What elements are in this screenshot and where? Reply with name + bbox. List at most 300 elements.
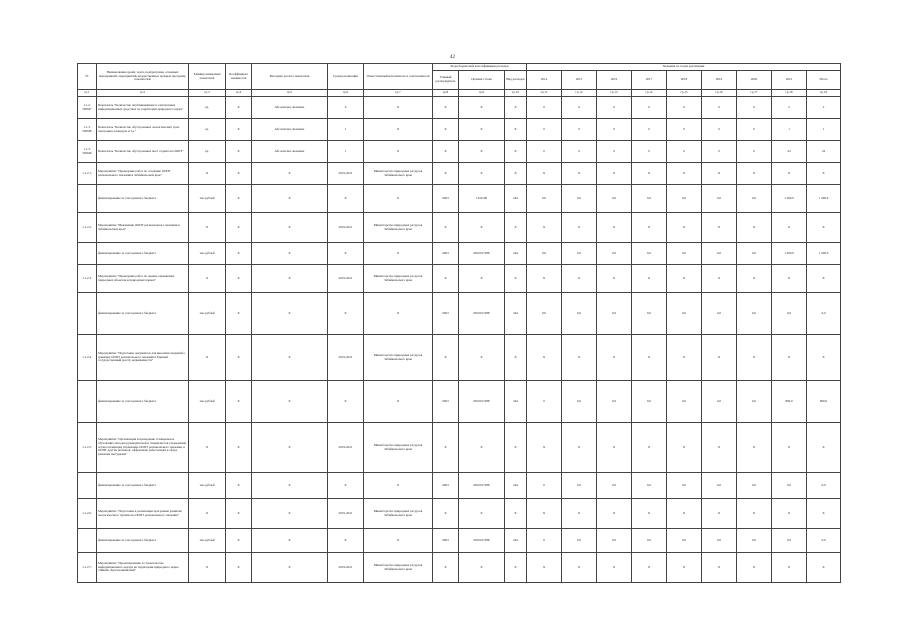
table-cell: X <box>252 529 328 553</box>
table-cell: X <box>364 381 433 423</box>
table-cell: X <box>527 423 562 473</box>
column-number: гр.16 <box>702 90 737 97</box>
row-description: Мероприятие "Подготовка к реализации программы развития экологического туризма на ООПТ регионального значения" <box>97 499 189 529</box>
table-cell: X <box>433 499 459 529</box>
table-cell: 6 <box>328 97 364 119</box>
row-description: Мероприятие "Межевание ООПТ регионального значения в Забайкальском крае" <box>97 213 189 243</box>
row-description: финансирование за счет краевого бюджета <box>97 243 189 265</box>
table-cell: 0 <box>737 97 772 119</box>
table-row <box>78 553 841 583</box>
table-cell: 0,0 <box>667 293 702 335</box>
column-number: гр.11 <box>527 90 562 97</box>
table-cell: X <box>226 499 252 529</box>
table-cell: X <box>226 473 252 499</box>
header-year-col: 2019 <box>702 71 737 90</box>
table-cell: X <box>807 423 841 473</box>
table-cell: 0,0 <box>632 473 667 499</box>
table-row <box>78 163 841 185</box>
table-cell: X <box>632 423 667 473</box>
table-cell: X <box>505 163 527 185</box>
table-cell: X <box>527 335 562 381</box>
table-cell: X <box>737 423 772 473</box>
table-cell: X <box>459 213 505 243</box>
table-cell: Абсолютное значение <box>252 119 328 141</box>
table-cell: X <box>505 213 527 243</box>
table-cell: 0,0 <box>632 185 667 213</box>
table-cell: тыс.рублей <box>189 381 226 423</box>
table-cell: тыс.рублей <box>189 185 226 213</box>
table-cell: X <box>252 243 328 265</box>
table-cell: 2019-2021 <box>328 335 364 381</box>
row-description: Показатель "Количество опубликованных в электронных информационных средствах по территории природного парка" <box>97 97 189 119</box>
column-number: гр.8 <box>433 90 459 97</box>
table-cell: X <box>189 553 226 583</box>
table-cell: 0 <box>632 97 667 119</box>
table-cell: 0,0 <box>702 529 737 553</box>
table-cell: X <box>433 335 459 381</box>
table-cell: 244 <box>505 529 527 553</box>
column-number: гр.1 <box>78 90 97 97</box>
table-cell: X <box>505 335 527 381</box>
table-cell: X <box>189 163 226 185</box>
table-cell: 0,0 <box>597 185 632 213</box>
table-cell: 0,0 <box>667 185 702 213</box>
table-cell: X <box>433 163 459 185</box>
table-cell: 2019-2021 <box>328 423 364 473</box>
page-number: 42 <box>450 55 455 60</box>
table-cell: 0,0 <box>667 473 702 499</box>
table-cell: Министерство природных ресурсов Забайкальского края <box>364 265 433 293</box>
table-cell: 0 <box>632 141 667 163</box>
table-cell: 0603 <box>433 381 459 423</box>
table-cell: X <box>226 335 252 381</box>
column-number: гр.10 <box>505 90 527 97</box>
table-cell: 2019-2021 <box>328 499 364 529</box>
table-cell: X <box>772 335 807 381</box>
table-cell: X <box>459 163 505 185</box>
table-cell: 0 <box>527 381 562 423</box>
table-cell: X <box>252 185 328 213</box>
row-description: Показатель "Количество обустроенных мест отдыха на ООПТ" <box>97 141 189 163</box>
table-cell <box>78 243 97 265</box>
column-number: гр.15 <box>667 90 702 97</box>
table-cell: X <box>562 213 597 243</box>
column-number: гр.7 <box>364 90 433 97</box>
table-cell: 1.1.2.2. <box>78 213 97 243</box>
row-description: Показатель "Количество обустроенных экологических троп, смотровых площадок и т.д." <box>97 119 189 141</box>
table-cell: 0 <box>527 119 562 141</box>
table-cell: X <box>433 141 459 163</box>
table-cell: 1 <box>328 119 364 141</box>
table-cell: 0810107288 <box>459 243 505 265</box>
header-method: Методика расчета показателя <box>252 64 328 90</box>
header-no: № <box>78 64 97 90</box>
table-cell: 0603 <box>433 529 459 553</box>
column-number: гр.2 <box>97 90 189 97</box>
table-cell: X <box>527 499 562 529</box>
table-cell: 0,0 <box>632 243 667 265</box>
table-cell: X <box>226 293 252 335</box>
table-cell: 0,0 <box>527 293 562 335</box>
table-cell: 0810107288 <box>459 473 505 499</box>
table-cell: 0 <box>527 473 562 499</box>
table-cell: 244 <box>505 473 527 499</box>
table-cell: 0 <box>667 119 702 141</box>
table-cell: X <box>702 163 737 185</box>
header-executor: Ответственный исполнитель и соисполнители <box>364 64 433 90</box>
table-cell: 1 200,0 <box>807 243 841 265</box>
table-cell: 0 <box>667 97 702 119</box>
table-cell: 0,0 <box>562 185 597 213</box>
table-cell: 2 <box>772 97 807 119</box>
table-cell: X <box>667 499 702 529</box>
table-cell: 0,0 <box>562 293 597 335</box>
table-cell: X <box>667 423 702 473</box>
table-cell: X <box>505 423 527 473</box>
table-row <box>78 97 841 119</box>
row-description: Мероприятие "Организация и проведение стажировок и обучающих методов руководителей и специалистов учреждений, осуществляющих управление ООПТ регионального значения, в ООПТ других регионов, эффективно работающих в сфере развития экотуризма" <box>97 423 189 473</box>
column-number: гр.19 <box>807 90 841 97</box>
column-number: гр.5 <box>252 90 328 97</box>
table-cell: 244 <box>505 185 527 213</box>
table-cell: 0,0 <box>737 293 772 335</box>
table-cell: X <box>433 265 459 293</box>
header-period: Сроки реализации <box>328 64 364 90</box>
table-cell: 0,0 <box>737 243 772 265</box>
table-row <box>78 529 841 553</box>
table-cell: 0 <box>632 119 667 141</box>
table-cell: 0,0 <box>737 185 772 213</box>
row-description: финансирование за счет краевого бюджета <box>97 529 189 553</box>
table-cell: X <box>328 293 364 335</box>
table-cell: X <box>772 423 807 473</box>
table-cell: X <box>632 499 667 529</box>
column-number: гр.4 <box>226 90 252 97</box>
table-cell: X <box>702 265 737 293</box>
table-cell: X <box>562 553 597 583</box>
header-code-col: Главный распорядитель <box>433 71 459 90</box>
table-cell: 1.1.2. ПОМ7 <box>78 97 97 119</box>
table-row <box>78 141 841 163</box>
table-cell: X <box>433 119 459 141</box>
table-cell: X <box>226 265 252 293</box>
table-cell: X <box>667 163 702 185</box>
table-cell <box>78 473 97 499</box>
table-cell: X <box>807 213 841 243</box>
table-cell: X <box>252 553 328 583</box>
table-cell: 1 200,0 <box>772 185 807 213</box>
table-cell: X <box>527 265 562 293</box>
table-cell: X <box>226 185 252 213</box>
table-cell: 800,0 <box>807 381 841 423</box>
table-cell: 1.1.3. ПОМ9 <box>78 141 97 163</box>
table-cell: X <box>597 213 632 243</box>
table-cell: X <box>737 553 772 583</box>
table-cell: X <box>252 213 328 243</box>
table-cell: X <box>226 243 252 265</box>
table-cell: X <box>226 141 252 163</box>
table-row <box>78 185 841 213</box>
table-cell: 1 200,0 <box>772 243 807 265</box>
table-row <box>78 423 841 473</box>
table-cell: 0,0 <box>632 381 667 423</box>
table-cell: 0 <box>737 119 772 141</box>
table-cell: 0,0 <box>632 293 667 335</box>
table-cell: X <box>459 265 505 293</box>
table-cell: 0,0 <box>702 293 737 335</box>
table-cell: 0,0 <box>772 473 807 499</box>
table-cell <box>78 529 97 553</box>
table-cell: 0 <box>702 141 737 163</box>
table-cell: X <box>702 213 737 243</box>
table-cell: X <box>737 335 772 381</box>
header-year-col: 2014 <box>527 71 562 90</box>
table-cell: X <box>364 473 433 499</box>
table-cell: X <box>807 553 841 583</box>
table-cell: X <box>459 423 505 473</box>
table-cell: 0,0 <box>597 529 632 553</box>
table-cell: ед. <box>189 119 226 141</box>
header-year-col: Итого <box>807 71 841 90</box>
table-cell: X <box>459 119 505 141</box>
table-cell: Министерство природных ресурсов Забайкальского края <box>364 423 433 473</box>
table-cell: X <box>632 335 667 381</box>
header-year-col: 2020 <box>737 71 772 90</box>
program-table <box>77 63 841 583</box>
table-cell: X <box>328 473 364 499</box>
table-cell: 0 <box>597 97 632 119</box>
table-cell: X <box>505 119 527 141</box>
header-year-col: 2015 <box>562 71 597 90</box>
table-cell: X <box>364 185 433 213</box>
row-description: Мероприятие "Проектирование и строительство информационного центра на территории природного парка «Чикой» Красночикойский" <box>97 553 189 583</box>
table-cell: 0 <box>702 97 737 119</box>
table-cell: X <box>189 265 226 293</box>
table-cell: X <box>459 97 505 119</box>
table-cell: 0,0 <box>667 381 702 423</box>
table-cell: X <box>772 163 807 185</box>
table-cell: X <box>189 335 226 381</box>
table-cell: 244 <box>505 293 527 335</box>
row-description: финансирование за счет краевого бюджета <box>97 293 189 335</box>
table-cell: 0,0 <box>632 529 667 553</box>
table-cell: X <box>328 381 364 423</box>
table-cell: X <box>597 163 632 185</box>
table-cell: 0810107288 <box>459 381 505 423</box>
table-row <box>78 293 841 335</box>
table-cell: X <box>189 499 226 529</box>
table-row <box>78 473 841 499</box>
column-number: гр.18 <box>772 90 807 97</box>
table-row <box>78 335 841 381</box>
table-cell: 0603 <box>433 243 459 265</box>
table-cell: X <box>562 499 597 529</box>
table-cell: 1 <box>807 119 841 141</box>
table-cell: 0,0 <box>597 381 632 423</box>
header-name: Наименование целей, задач, подпрограмм, основных мероприятий, мероприятий, ведомственных целевых программ, показателей <box>97 64 189 90</box>
table-cell: 800,0 <box>772 381 807 423</box>
table-cell: X <box>226 213 252 243</box>
table-cell: X <box>772 553 807 583</box>
table-cell: X <box>527 553 562 583</box>
table-cell: X <box>702 423 737 473</box>
table-cell: X <box>433 97 459 119</box>
table-cell: 2019-2021 <box>328 553 364 583</box>
table-cell: X <box>702 499 737 529</box>
table-cell: X <box>632 553 667 583</box>
table-cell: X <box>459 335 505 381</box>
table-cell: 0603 <box>433 185 459 213</box>
table-cell: X <box>252 423 328 473</box>
table-cell: 0 <box>597 119 632 141</box>
table-cell: 0,0 <box>527 243 562 265</box>
table-cell: X <box>364 529 433 553</box>
row-description: Мероприятие "Проведение работ по оценке охраняемых природных объектов и природных парков" <box>97 265 189 293</box>
table-cell: X <box>667 213 702 243</box>
table-cell: X <box>252 335 328 381</box>
table-cell: 0,0 <box>807 293 841 335</box>
column-number: гр.13 <box>597 90 632 97</box>
table-cell: X <box>505 97 527 119</box>
table-cell: 0,0 <box>737 381 772 423</box>
table-cell: X <box>597 335 632 381</box>
table-cell: X <box>459 499 505 529</box>
table-cell: 0810107288 <box>459 529 505 553</box>
table-cell: X <box>226 553 252 583</box>
table-cell: 1.1.2.3. <box>78 265 97 293</box>
table-cell: ед. <box>189 141 226 163</box>
table-cell: 1.1.2.6. <box>78 499 97 529</box>
table-cell: X <box>364 243 433 265</box>
table-cell: X <box>226 97 252 119</box>
column-number: гр.3 <box>189 90 226 97</box>
table-cell: 1324100 <box>459 185 505 213</box>
table-cell: 2 <box>807 97 841 119</box>
table-cell: X <box>807 163 841 185</box>
table-cell: X <box>252 265 328 293</box>
table-cell: X <box>667 265 702 293</box>
table-cell: 0 <box>737 141 772 163</box>
table-cell: 1.1.2.4. <box>78 335 97 381</box>
table-cell: X <box>364 119 433 141</box>
table-cell: 1 <box>328 141 364 163</box>
table-row <box>78 499 841 529</box>
table-cell: X <box>527 213 562 243</box>
table-cell <box>78 185 97 213</box>
table-cell: X <box>772 265 807 293</box>
table-cell: X <box>527 163 562 185</box>
table-cell: 2019-2021 <box>328 213 364 243</box>
table-cell: Министерство природных ресурсов Забайкальского края <box>364 163 433 185</box>
table-cell: 2019-2021 <box>328 163 364 185</box>
table-cell: X <box>226 423 252 473</box>
table-cell <box>78 293 97 335</box>
table-cell: Абсолютное значение <box>252 141 328 163</box>
table-cell: X <box>226 163 252 185</box>
table-cell: X <box>562 163 597 185</box>
table-cell: Абсолютное значение <box>252 97 328 119</box>
table-cell: X <box>597 265 632 293</box>
table-cell: 1.1.2.7. <box>78 553 97 583</box>
table-row <box>78 381 841 423</box>
table-cell: 0,0 <box>597 293 632 335</box>
table-cell: X <box>364 293 433 335</box>
table-cell: X <box>252 163 328 185</box>
table-cell: 0,0 <box>807 529 841 553</box>
table-cell: X <box>433 213 459 243</box>
table-cell: 0,0 <box>772 293 807 335</box>
table-cell: X <box>737 213 772 243</box>
table-cell: X <box>772 499 807 529</box>
header-unit: Единица измерения показателя <box>189 64 226 90</box>
table-cell: тыс.рублей <box>189 243 226 265</box>
table-cell: тыс.рублей <box>189 529 226 553</box>
table-cell: 1 <box>772 119 807 141</box>
table-cell: 244 <box>505 243 527 265</box>
table-cell: 0,0 <box>597 243 632 265</box>
table-cell: 1.1.3. ПОМ8 <box>78 119 97 141</box>
table-cell: X <box>737 499 772 529</box>
table-cell: 0,0 <box>702 381 737 423</box>
table-cell: 0,0 <box>702 473 737 499</box>
table-cell: 0 <box>562 119 597 141</box>
table-row <box>78 265 841 293</box>
table-cell: X <box>189 213 226 243</box>
table-cell: 0,0 <box>772 529 807 553</box>
table-cell: 0,0 <box>562 381 597 423</box>
table-cell: 0 <box>597 141 632 163</box>
table-cell: 0,0 <box>527 185 562 213</box>
table-row <box>78 119 841 141</box>
header-year-col: 2021 <box>772 71 807 90</box>
table-cell: X <box>632 265 667 293</box>
column-number: гр.12 <box>562 90 597 97</box>
table-cell: X <box>667 553 702 583</box>
table-cell: тыс.рублей <box>189 293 226 335</box>
table-cell: X <box>505 553 527 583</box>
table-cell: 0603 <box>433 473 459 499</box>
table-cell: X <box>459 553 505 583</box>
table-cell: 0 <box>527 141 562 163</box>
table-cell: 244 <box>505 381 527 423</box>
table-cell: X <box>702 335 737 381</box>
table-cell: X <box>807 265 841 293</box>
table-cell: 0810107288 <box>459 293 505 335</box>
table-cell: 0 <box>527 529 562 553</box>
row-description: Мероприятие "Подготовка документов для внесения сведений о границах ООПТ регионального значения в Единый государственный реестр недвижимости" <box>97 335 189 381</box>
table-cell: Министерство природных ресурсов Забайкальского края <box>364 499 433 529</box>
table-cell: X <box>632 163 667 185</box>
table-cell: 0,0 <box>737 529 772 553</box>
header-coef: Коэффициент значимости <box>226 64 252 90</box>
table-cell: 0 <box>702 119 737 141</box>
table-cell: 0,0 <box>562 473 597 499</box>
table-cell: X <box>459 141 505 163</box>
table-cell: 0,0 <box>562 529 597 553</box>
table-cell: X <box>505 265 527 293</box>
table-cell: X <box>433 553 459 583</box>
table-cell: X <box>737 163 772 185</box>
column-number: гр.17 <box>737 90 772 97</box>
table-cell: X <box>328 243 364 265</box>
row-description: финансирование за счет краевого бюджета <box>97 473 189 499</box>
table-cell: X <box>807 499 841 529</box>
row-description: Мероприятие "Проведение работ по созданию ООПТ регионального значения в Забайкальском крае" <box>97 163 189 185</box>
table-cell: X <box>597 423 632 473</box>
table-cell: 0,0 <box>737 473 772 499</box>
table-cell: X <box>562 423 597 473</box>
table-cell: 0,0 <box>667 529 702 553</box>
